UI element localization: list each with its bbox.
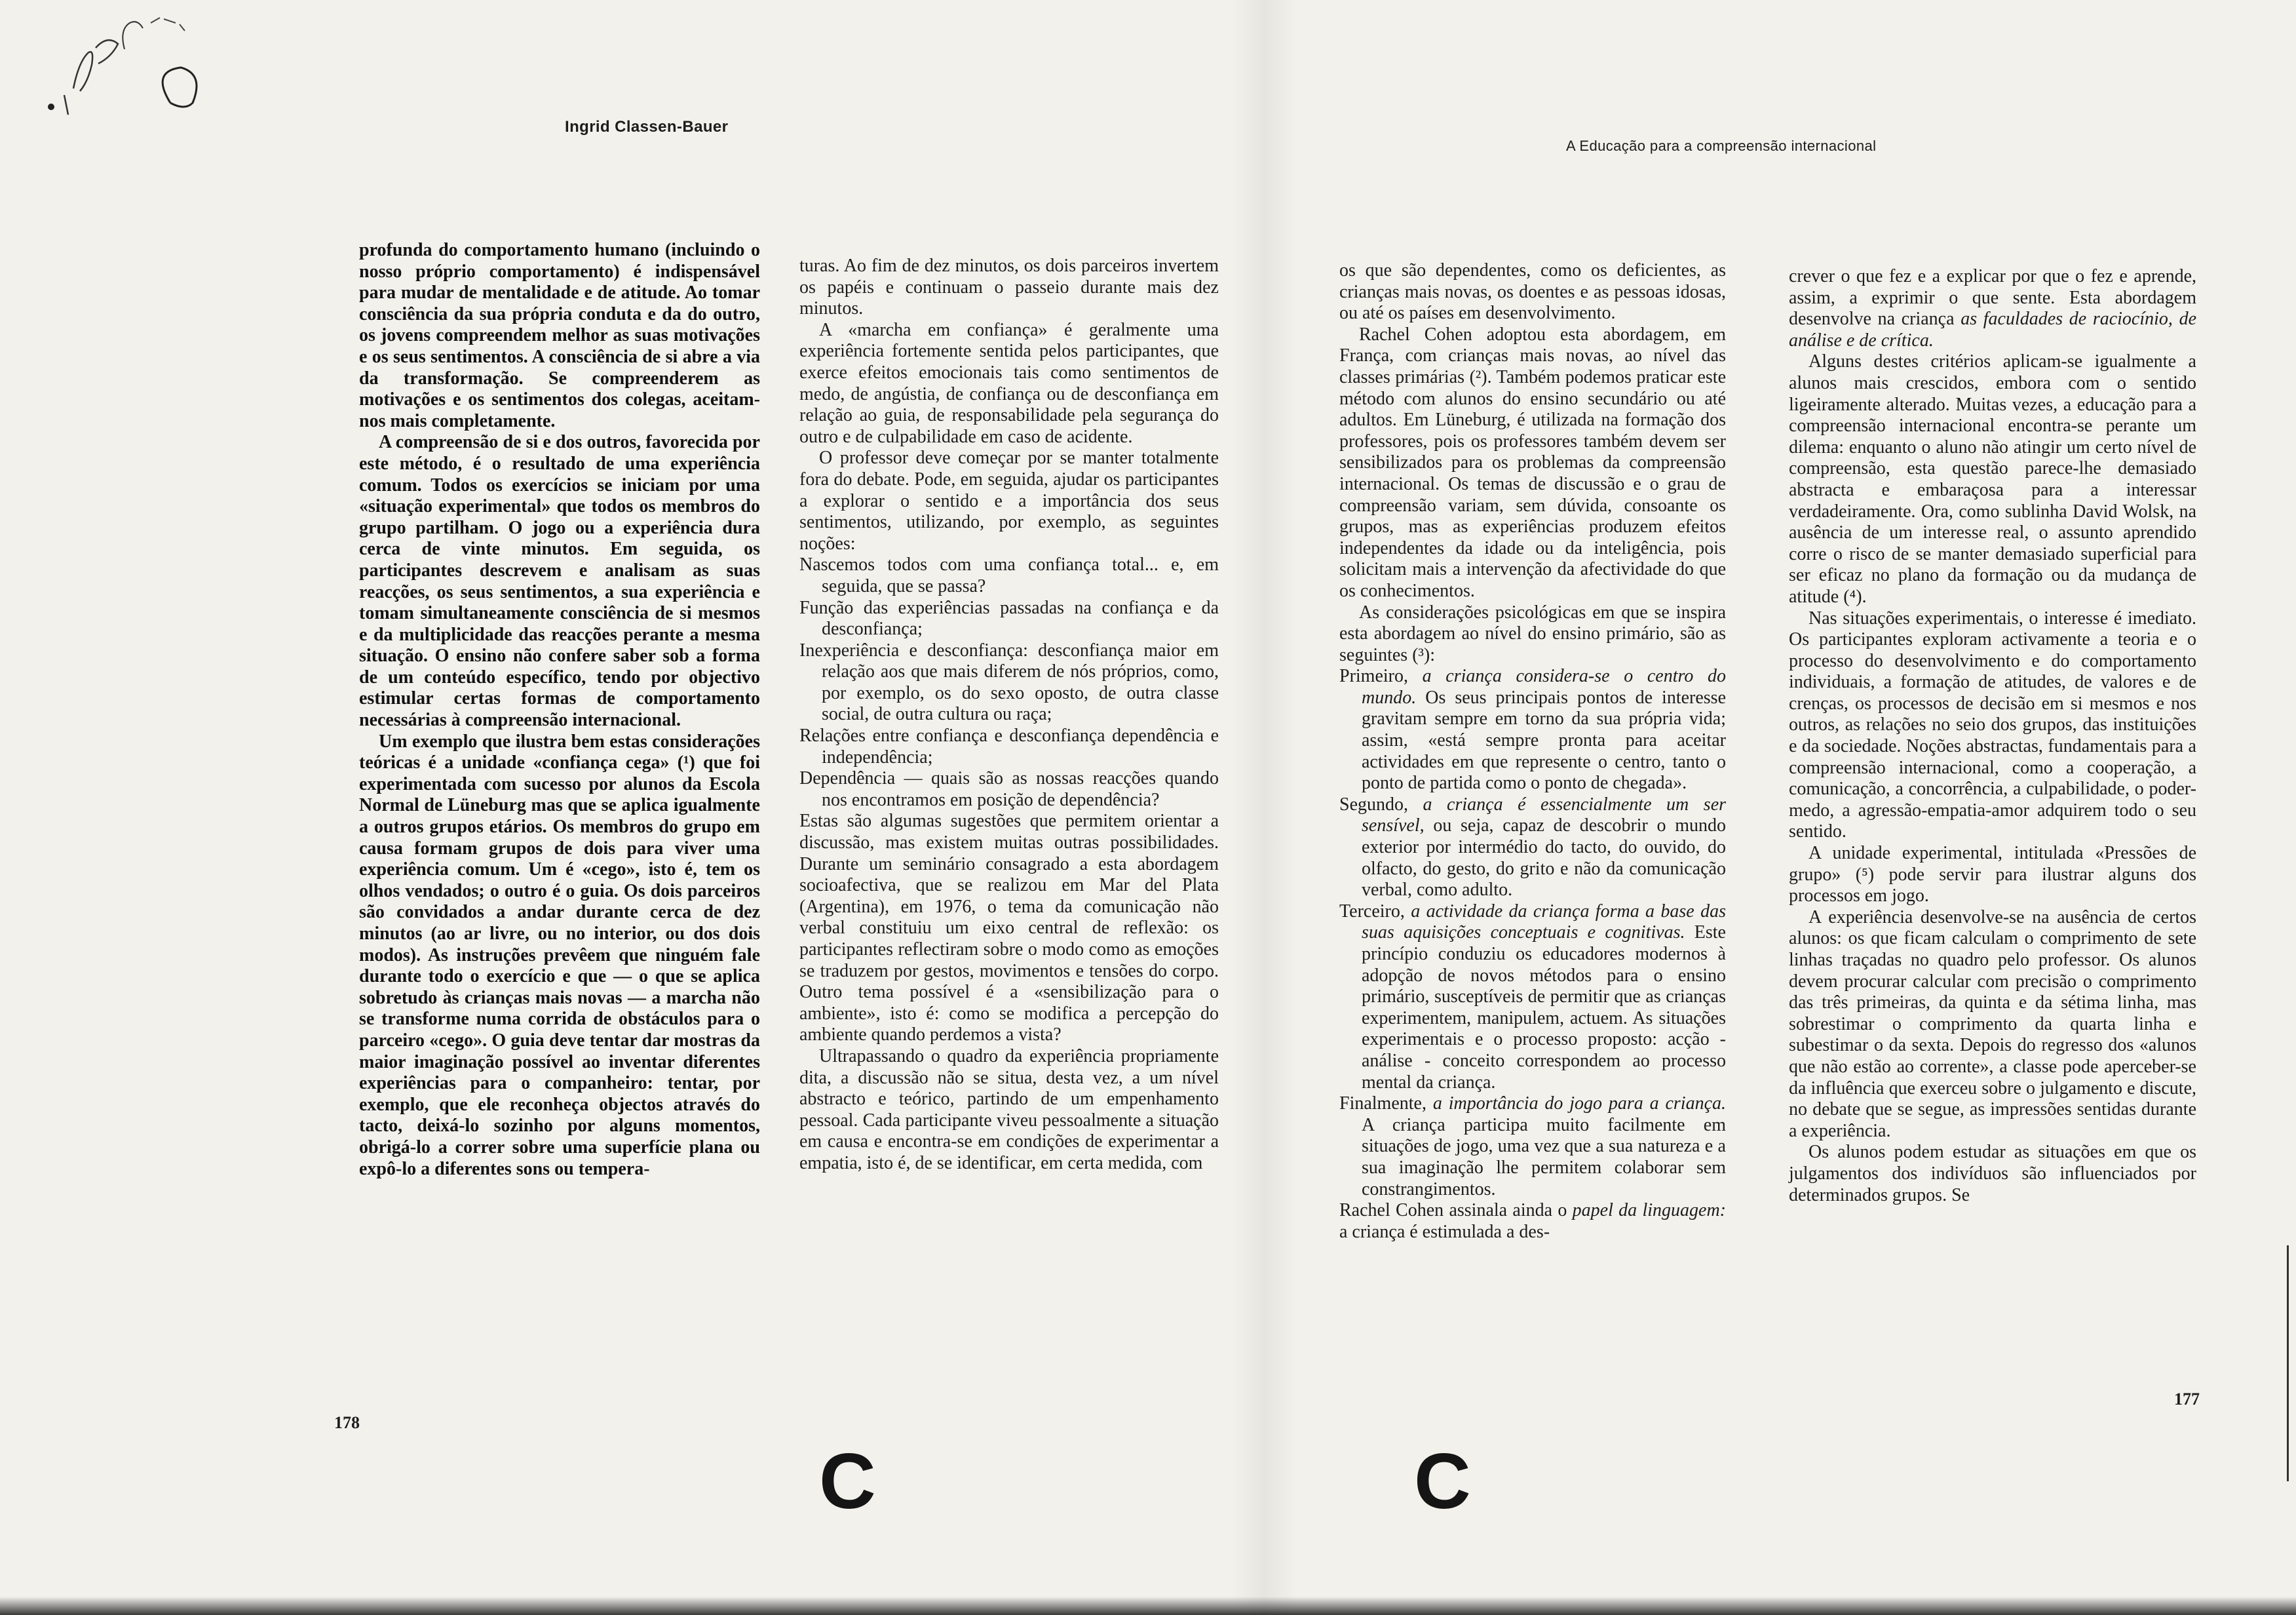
left-page-column-2 <box>799 256 1219 1175</box>
closing-lead: Rachel Cohen assinala ainda o <box>1339 1200 1567 1221</box>
paragraph: As considerações psicológicas em que se inspira esta abordagem ao nível do ensino primário, são as seguintes (³): <box>1339 602 1726 665</box>
paragraph: turas. Ao fim de dez minutos, os dois parceiros invertem os papéis e continuam o passeio durante mais dez minutos. <box>799 256 1219 319</box>
printed-corner-mark: C <box>819 1437 876 1525</box>
paragraph <box>1789 266 2196 351</box>
consideration-item <box>1339 1093 1726 1200</box>
right-page-column-1 <box>1339 260 1726 1243</box>
left-page-column-1 <box>359 240 760 1180</box>
notion-item: Relações entre confiança e desconfiança dependência e independência; <box>799 726 1219 768</box>
running-head-title: A Educação para a compreensão internacional <box>1566 138 1877 154</box>
paragraph: Estas são algumas sugestões que permitem orientar a discussão, mas existem muitas outras possibilidades. Durante um seminário consagrado a esta abordagem socioafectiva, que se realizou em Mar del Plata (Argentina), em 1976, o tema da comunicação não verbal constituiu um eixo central de reflexão: os participantes reflectiram sobre o modo como as emoções se traduzem por gestos, movimentos e tensões do corpo. Outro tema possível é a «sensibilização para o ambiente», isto é: como se modifica a percepção do ambiente quando perdemos a vista? <box>799 811 1219 1045</box>
running-head-author: Ingrid Classen-Bauer <box>565 118 729 136</box>
consideration-text: Os seus principais pontos de interesse gravitam sempre em torno da sua própria vida; assim, «está sempre pronta para aceitar actividades em que represente o centro, tanto o ponto de partida como o ponto de chegada». <box>1362 687 1726 794</box>
closing-emphasis: papel da linguagem: <box>1572 1200 1726 1221</box>
paragraph: Alguns destes critérios aplicam-se igualmente a alunos mais crescidos, embora com o sentido ligeiramente alterado. Muitas vezes, a educação para a compreensão internacional encontra-se perante um dilema: enquanto o aluno não atingir um certo nível de compreensão, esta questão parece-lhe demasiado abstracta e embaraçosa para a interessar verdadeiramente. Ora, como sublinha David Wolsk, na ausência de um interesse real, o assunto aprendido corre o risco de se manter demasiado superficial para ser eficaz no plano da formação ou da mudança de atitude (⁴). <box>1789 351 2196 607</box>
consideration-emphasis: a criança considera-se o centro do mundo. <box>1362 666 1726 708</box>
consideration-text: ou seja, capaz de descobrir o mundo exterior por intermédio do tacto, do ouvido, do olfacto, do gesto, do grito e não da comunicação verbal, como adulto. <box>1362 815 1727 901</box>
closing-text: a criança é estimulada a des- <box>1339 1221 1550 1242</box>
page-number: 178 <box>334 1413 360 1432</box>
notion-item: Dependência — quais são as nossas reacções quando nos encontramos em posição de dependência? <box>799 768 1219 810</box>
consideration-lead: Finalmente, <box>1339 1093 1426 1114</box>
paragraph: profunda do comportamento humano (incluindo o nosso próprio comportamento) é indispensável para mudar de mentalidade e de atitude. Ao tomar consciência da sua própria conduta e da do outro, os jovens compreendem melhor as suas motivações e os seus sentimentos. A consciência de si abre a via da transformação. Se compreenderem as motivações e os sentimentos dos colegas, aceitam-nos mais completamente. <box>359 240 760 431</box>
paragraph-text: crever o que fez e a explicar por que o fez e aprende, assim, a exprimir o que sente. Esta abordagem desenvolve na criança <box>1789 266 2196 330</box>
notion-item: Nascemos todos com uma confiança total... e, em seguida, que se passa? <box>799 555 1219 596</box>
notion-item: Função das experiências passadas na confiança e da desconfiança; <box>799 597 1219 640</box>
paragraph: Ultrapassando o quadro da experiência propriamente dita, a discussão não se situa, desta vez, a um nível abstracto e teórico, partindo de um empenhamento pessoal. Cada participante viveu pessoalmente a situação em causa e encontra-se em condições de experimentar a empatia, isto é, de se identificar, em certa medida, com <box>799 1045 1219 1173</box>
consideration-lead: Terceiro, <box>1339 901 1405 922</box>
page-number: 177 <box>2174 1390 2200 1409</box>
handwritten-scribble <box>39 10 210 128</box>
consideration-item <box>1339 794 1726 901</box>
printed-corner-mark: C <box>1414 1437 1471 1525</box>
paragraph-emphasis: as faculdades de raciocínio, de análise e de crítica. <box>1789 309 2197 351</box>
consideration-text: Este princípio conduziu os educadores modernos à adopção de novos métodos para o ensino primário, susceptíveis de permitir que as crianças experimentem, manipulem, actuem. As situações experimentais e o processo proposto: acção - análise - conceito correspondem ao processo mental da criança. <box>1362 922 1726 1093</box>
paragraph: A unidade experimental, intitulada «Pressões de grupo» (⁵) pode servir para ilustrar alguns dos processos em jogo. <box>1789 843 2196 906</box>
paragraph <box>1339 1200 1726 1243</box>
paragraph: O professor deve começar por se manter totalmente fora do debate. Pode, em seguida, ajudar os participantes a explorar o sentido e a importância dos seus sentimentos, utilizando, por exemplo, as seguintes noções: <box>799 448 1219 554</box>
consideration-lead: Primeiro, <box>1339 666 1408 687</box>
consideration-item <box>1339 666 1726 794</box>
paragraph: A experiência desenvolve-se na ausência de certos alunos: os que ficam calculam o comprimento de sete linhas traçadas no quadro pelo professor. Os alunos devem procurar calcular com precisão o comprimento das três primeiras, da quinta e da sétima linha, mas sobrestimar o comprimento da quarta linha e subestimar o da sexta. Depois do regresso dos «alunos que não estão ao corrente», a classe pode aperceber-se da influência que exerceu sobre o julgamento e discute, no debate que se segue, as impressões sentidas durante a experiência. <box>1789 906 2196 1141</box>
consideration-emphasis: a importância do jogo para a criança. <box>1432 1093 1727 1114</box>
paragraph: A compreensão de si e dos outros, favorecida por este método, é o resultado de uma experiência comum. Todos os exercícios se iniciam por uma «situação experimental» que todos os membros do grupo partilham. O jogo ou a experiência dura cerca de vinte minutos. Em seguida, os participantes descrevem e analisam as suas reacções, os seus sentimentos, a sua experiência e tomam simultaneamente consciência de si mesmos e da multiplicidade das reacções perante a mesma situação. O ensino não confere saber sob a forma de um conteúdo específico, tendo por objectivo estimular certas formas de comportamento necessárias à compreensão internacional. <box>359 432 760 731</box>
paragraph: Rachel Cohen adoptou esta abordagem, em França, com crianças mais novas, ao nível das classes primárias (²). Também podemos praticar este método com alunos do ensino secundário ou até adultos. Em Lüneburg, é utilizada na formação dos professores, pois os professores também devem ser sensibilizados para os problemas da compreensão internacional. Os temas de discussão e o grau de compreensão variam, sem dúvida, consoante os grupos, mas as experiências produzem efeitos independentes da idade ou da inteligência, pois solicitam mais a intervenção da afectividade do que os conhecimentos. <box>1339 324 1726 601</box>
consideration-emphasis: a actividade da criança forma a base das suas aquisições conceptuais e cognitivas. <box>1362 901 1726 943</box>
paragraph: A «marcha em confiança» é geralmente uma experiência fortemente sentida pelos participantes, que exerce efeitos emocionais tais como sentimentos de medo, de angústia, de confiança ou de desconfiança em relação ao guia, de responsabilidade pela segurança do outro e de culpabilidade em caso de acidente. <box>799 319 1219 447</box>
consideration-item <box>1339 901 1726 1093</box>
paragraph: Os alunos podem estudar as situações em que os julgamentos dos indivíduos são influenciados por determinados grupos. Se <box>1789 1142 2196 1205</box>
consideration-text: A criança participa muito facilmente em situações de jogo, uma vez que a sua natureza e a sua imaginação lhe permitem colaborar sem constrangimentos. <box>1362 1114 1726 1199</box>
right-page-column-2 <box>1789 266 2196 1206</box>
right-page <box>1265 0 2296 1615</box>
scan-bottom-shadow <box>0 1597 2296 1615</box>
paragraph: Um exemplo que ilustra bem estas considerações teóricas é a unidade «confiança cega» (¹) que foi experimentada com sucesso por alunos da Escola Normal de Lüneburg mas que se aplica igualmente a outros grupos etários. Os membros do grupo em causa formam grupos de dois para viver uma experiência comum. Um é «cego», isto é, tem os olhos vendados; o outro é o guia. Os dois parceiros são convidados a andar durante cerca de dez minutos (ao ar livre, ou no interior, ou dos dois modos). As instruções prevêem que ninguém fale durante todo o exercício e que — o que se aplica sobretudo às crianças mais novas — a marcha não se transforme numa corrida de obstáculos para o parceiro «cego». O guia deve tentar dar mostras da maior imaginação possível ao inventar diferentes experiências para o companheiro: tentar, por exemplo, que ele reconheça objectos através do tacto, deixá-lo sozinho por alguns momentos, obrigá-lo a correr sobre uma superfície plana ou expô-lo a diferentes sons ou tempera- <box>359 731 760 1179</box>
notion-item: Inexperiência e desconfiança: desconfiança maior em relação aos que mais diferem de nós próprios, como, por exemplo, os do sexo oposto, de outra classe social, de outra cultura ou raça; <box>799 640 1219 725</box>
paragraph: os que são dependentes, como os deficientes, as crianças mais novas, os doentes e as pessoas idosas, ou até os países em desenvolvimento. <box>1339 260 1726 324</box>
paragraph: Nas situações experimentais, o interesse é imediato. Os participantes exploram activamente a teoria e o processo do desenvolvimento e do comportamento individuais, a formação de atitudes, de valores e de crenças, os processos de decisão em si mesmos e nos outros, as relações no seio dos grupos, das instituições e da sociedade. Noções abstractas, fundamentais para a compreensão internacional, como a cooperação, a comunicação, a concorrência, a culpabilidade, o poder-medo, a agressão-empatia-amor adquirem todo o seu sentido. <box>1789 608 2196 842</box>
consideration-lead: Segundo, <box>1339 794 1408 815</box>
consideration-emphasis: a criança é essencialmente um ser sensível, <box>1362 794 1727 836</box>
page-edge-line <box>2287 1245 2289 1481</box>
